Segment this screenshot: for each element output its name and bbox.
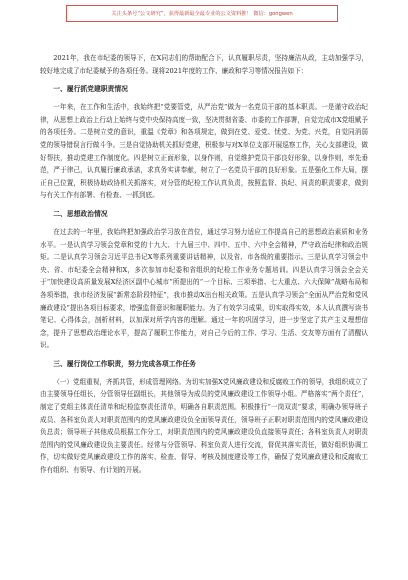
section-heading-party-building: 一、履行抓党建职责情况 xyxy=(53,85,128,94)
report-body xyxy=(40,52,368,477)
section-paragraph-job-duties: （一）党组重视，齐抓共管，形成管理网络。为切实加强X党风廉政建设和反腐败工作的领导，我组织成立了由主要领导任组长，分管领导任副组长，其他领导为成员的党风廉政建设工作领导小组。严格落实“两个责任”，制定了党组主体责任清单和纪检监察责任清单，明确各自职责范围。积极推行“一岗双责”要求，明确办领导班子成员、各科室负责人对职责范围内的党风廉政建设负全面领导责任，领导班子正职对职责范围内的党风廉政建设负总责；领导班子其他成员根据工作分工，对职责范围内的党风廉政建设负直接领导责任；各科室负责人对职责范围内的党风廉政建设负主要责任。经常与分管领导、科室负责人进行交流，督促其落实责任，做好组织协调工作，切实做好党风廉政建设工作的落实、检查、督导、考核及制度建设等工作，确保了党风廉政建设和反腐败工作有组织、有领导、有计划的开展。 xyxy=(40,377,368,475)
header-banner[interactable]: 关注头条号“公文研究”，获得最新最全最专业的公文资料推！ 微信：gongwen xyxy=(66,5,338,22)
section-heading-political-thought: 二、思想政治情况 xyxy=(53,209,108,218)
intro-paragraph: 2021年，我在市纪委的领导下，在X同志们的帮助配合下，认真履职尽责，坚持廉洁从政，主动加强学习，较好地完成了市纪委赋予的各项任务。现将2021年度的工作、廉政和学习等情况报告如下： xyxy=(40,54,368,75)
section-paragraph-party-building: 一年来，在工作和生活中，我始终把“党要管党，从严治党”做为一名党员干部的基本职责。一是谨守政治纪律，从思想上政治上行动上始终与党中央保持高度一致，坚决贯彻省委、市委的工作部署，自觉完成市X党组赋予的各项任务。二是树立党的意识，重温《党章》和各项规定，做到在党、爱党、忧党、为党、兴党，自觉同消弱党的领导错误言行做斗争。三是自觉协助机关抓好党建，积极参与对X单位支部开展巡察工作，关心支部建设，做好帮扶，推动党建工作制度化。四是树立正面形象，以身作则，自觉维护党员干部良好形象，以身作则，率先垂范，严于律己，认真履行廉政承诺，求真务实讲奉献，树立了一名党员干部的良好形象。五是强化工作大局，摆正自己位置，积极协助政协机关抓落实，对分管的纪检工作认真负责，按照监督、执纪、问责的职责要求，做到与有关工作有部署、有检查、一抓到底。 xyxy=(40,103,368,200)
section-heading-job-duties: 三、履行岗位工作职责，努力完成各项工作任务 xyxy=(53,359,196,368)
section-paragraph-political-thought: 在过去的一年里，我始终把加强政治学习放在首位，通过学习努力适应工作提高自己的思想政治素质和业务水平。一是认真学习领会党章和党的十九大、十九届三中、四中、五中、六中全会精神，严守政治纪律和政治规矩。二是认真学习领会习近平总书记X等系列重要讲话精神，以及省、市各级的重要指示。三是认真学习领会中央、省、市纪委全会精神和X，多次参加市纪委和省组织的纪检工作业务专题培训。四是认真学习领会全会关于“加快建设高质量发展X经济区副中心城市”所提出的“一个目标、三项举措、七大重点、六大保障”战略布局和各项举措，我市经济发展“新常态阶段特征”，我市推动X出台相关政策。五是认真学习领会“全面从严治党和党风廉政建设”提出各项目标要求，增强监督意识和履职能力。为了有效学习成果，切实取得实效，本人认真撰写读书笔记、心得体会，剖析材料，以加深对所学内容的理解。通过一年的巩固学习，进一步坚定了共产主义理想信念，提升了思想政治理论水平，提高了履职工作能力，对自己今后的工作、学习、生活、交友等方面有了清醒认识。 xyxy=(40,227,368,350)
